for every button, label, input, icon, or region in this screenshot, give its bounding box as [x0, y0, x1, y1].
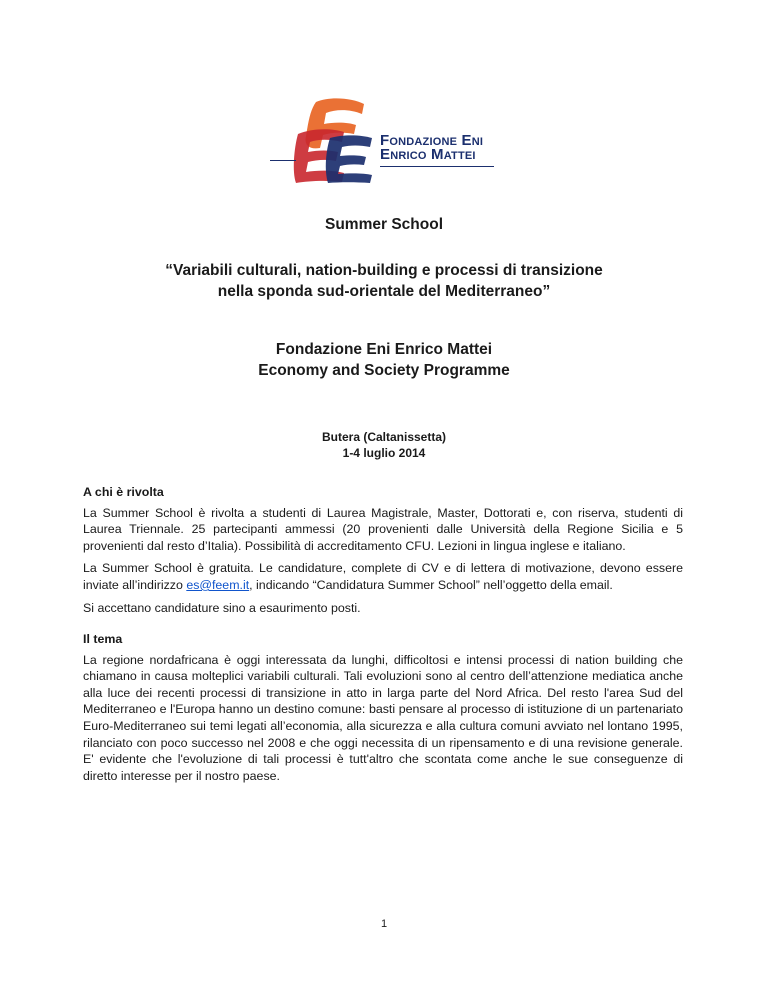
- event-dates: 1-4 luglio 2014: [342, 446, 426, 460]
- document-title: Summer School: [325, 216, 443, 233]
- event-details: [0, 429, 768, 461]
- paragraph: Si accettano candidature sino a esaurimento posti.: [83, 600, 361, 615]
- page-number: 1: [380, 918, 388, 930]
- organization-name: Fondazione Eni Enrico Mattei: [275, 341, 493, 358]
- document-subtitle: [0, 260, 768, 302]
- paragraph: La Summer School è rivolta a studenti di Laurea Magistrale, Master, Dottorati e, con riserva, studenti di Laurea Triennale. 25 partecipanti ammessi (20 provenienti dalle Università della Regione Sicilia e 5 provenienti dal resto d’Italia). Possibilità di accreditamento CFU. Lezioni in lingua inglese e italiano.: [83, 505, 683, 553]
- logo-rule-left: [270, 160, 296, 161]
- section-theme: [83, 631, 683, 790]
- logo-line-1: Fondazione Eni: [380, 132, 484, 149]
- text: La Summer School è gratuita. Le candidature, complete di CV e di lettera di motivazione, devono essere inviate all’indirizzo: [83, 561, 683, 592]
- programme-name: Economy and Society Programme: [258, 362, 510, 379]
- text: , indicando “Candidatura Summer School” nell’oggetto della email.: [249, 577, 613, 592]
- organization-block: [0, 339, 768, 381]
- section-heading: A chi è rivolta: [83, 485, 164, 499]
- logo-line-2: Enrico Mattei: [380, 146, 476, 163]
- paragraph-application: [83, 560, 683, 593]
- subtitle-line-2: nella sponda sud-orientale del Mediterraneo”: [217, 283, 551, 300]
- section-target-audience: [83, 484, 683, 622]
- section-heading: Il tema: [83, 632, 123, 646]
- paragraph: La regione nordafricana è oggi interessata da lunghi, difficoltosi e intensi processi di nation building che chiamano in causa molteplici variabili culturali. Tali evoluzioni sono al centro dell’attenzione mediatica anche alla luce dei recenti processi di transizione in atto in larga parte del Nord Africa. Del resto l'area Sud del Mediterraneo e l'Europa hanno un destino comune: basti pensare al processo di istituzione di un partenariato Euro-Mediterraneo sui temi legati all’economia, alla sicurezza e alla cultura comuni avviato nel lontano 1995, rilanciato con poco successo nel 2008 e che oggi necessita di un ripensamento e di una revisione generale. E' evidente che l'evoluzione di tali processi è tutt'altro che scontata come anche le sue conseguenze di diretto interesse per il nostro paese.: [83, 652, 683, 783]
- logo-wordmark: [380, 134, 483, 162]
- logo-rule-right: [380, 166, 494, 167]
- event-location: Butera (Caltanissetta): [321, 430, 447, 444]
- email-link[interactable]: es@feem.it: [186, 577, 250, 592]
- subtitle-line-1: “Variabili culturali, nation-building e processi di transizione: [165, 262, 603, 279]
- logo-e-navy: [326, 135, 372, 183]
